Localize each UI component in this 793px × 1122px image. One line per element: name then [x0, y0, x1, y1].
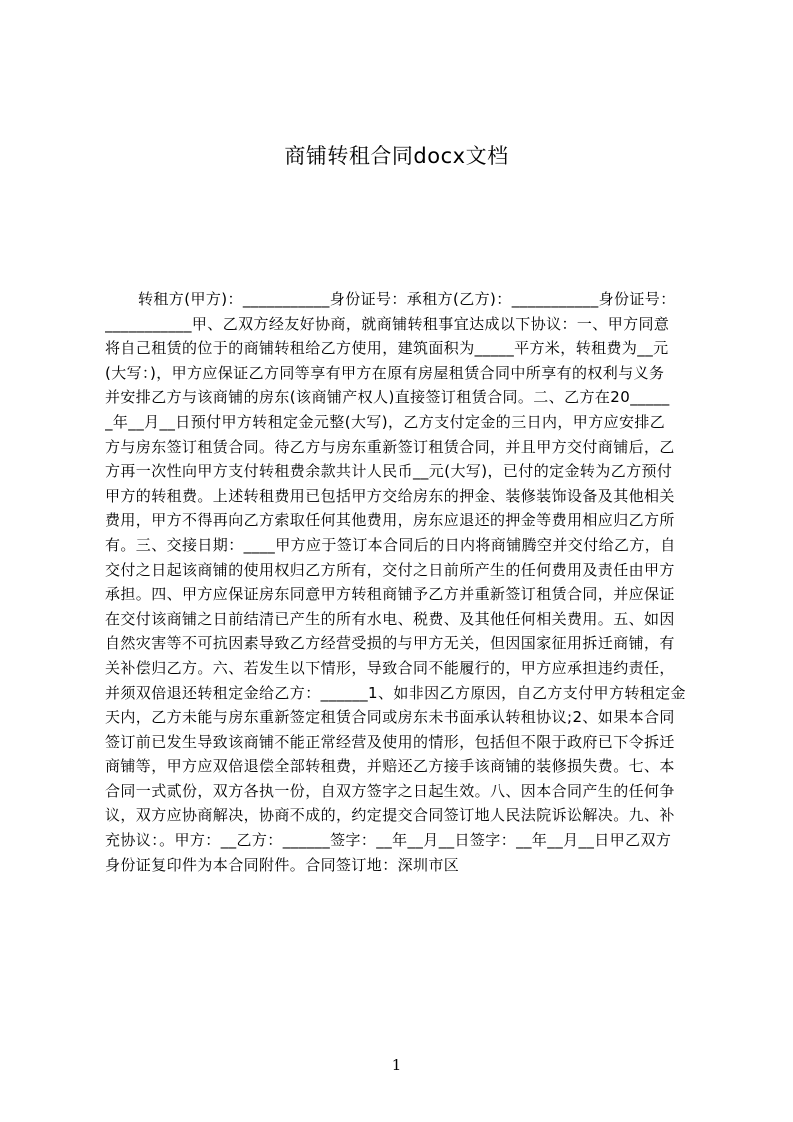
body-line: 交付之日起该商铺的使用权归乙方所有，交付之日前所产生的任何费用及责任由甲方 [105, 560, 675, 579]
body-line: 签订前已发生导致该商铺不能正常经营及使用的情形，包括但不限于政府已下令拆迁 [105, 732, 675, 751]
body-line: 将自己租赁的位于的商铺转租给乙方使用，建筑面积为_____平方米，转租费为__元 [105, 339, 669, 358]
document-title: 商铺转租合同docx文档 [284, 144, 509, 168]
body-line: 天内，乙方未能与房东重新签定租赁合同或房东未书面承认转租协议;2、如果本合同 [105, 708, 675, 727]
body-line: 充协议：。甲方：__乙方：______签字：__年__月__日签字：__年__月__日甲乙双方 [105, 831, 672, 850]
body-line: 商铺等，甲方应双倍退偿全部转租费，并赔还乙方接手该商铺的装修损失费。七、本 [105, 757, 675, 776]
body-line: 甲方的转租费。上述转租费用已包括甲方交给房东的押金、装修装饰设备及其他相关 [105, 486, 675, 505]
body-line: 方再一次性向甲方支付转租费余款共计人民币__元(大写)，已付的定金转为乙方预付 [105, 462, 673, 481]
body-line: 承担。四、甲方应保证房东同意甲方转租商铺予乙方并重新签订租赁合同，并应保证 [105, 585, 675, 604]
body-line: 方与房东签订租赁合同。待乙方与房东重新签订租赁合同，并且甲方交付商铺后，乙 [105, 437, 675, 456]
body-line: 合同一式贰份，双方各执一份，自双方签字之日起生效。八、因本合同产生的任何争 [105, 781, 675, 800]
body-line: 在交付该商铺之日前结清已产生的所有水电、税费、及其他任何相关费用。五、如因 [105, 609, 675, 628]
body-line: 转租方(甲方)：___________身份证号：承租方(乙方)：___________身份证号： [138, 290, 676, 308]
body-line: 并安排乙方与该商铺的房东(该商铺产权人)直接签订租赁合同。二、乙方在20_____ [105, 388, 670, 407]
contract-body [105, 287, 700, 937]
body-line: 身份证复印件为本合同附件。合同签订地：深圳市区 [105, 855, 460, 874]
body-line: _年__月__日预付甲方转租定金元整(大写)，乙方支付定金的三日内，甲方应安排乙 [105, 412, 666, 431]
body-line: 关补偿归乙方。六、若发生以下情形，导致合同不能履行的，甲方应承担违约责任， [105, 658, 675, 677]
body-line: 自然灾害等不可抗因素导致乙方经营受损的与甲方无关，但因国家征用拆迁商铺，有 [105, 634, 675, 653]
body-line: 并须双倍退还转租定金给乙方：______1、如非因乙方原因，自乙方支付甲方转租定金 [105, 683, 686, 702]
body-line: 费用，甲方不得再向乙方索取任何其他费用，房东应退还的押金等费用相应归乙方所 [105, 511, 675, 530]
body-line: (大写：)，甲方应保证乙方同等享有甲方在原有房屋租赁合同中所享有的权利与义务 [105, 363, 665, 382]
body-line: 议，双方应协商解决，协商不成的，约定提交合同签订地人民法院诉讼解决。九、补 [105, 806, 675, 825]
body-line: 有。三、交接日期：____甲方应于签订本合同后的日内将商铺腾空并交付给乙方，自 [105, 535, 676, 554]
page-number: 1 [391, 1056, 402, 1074]
body-line: ___________甲、乙双方经友好协商，就商铺转租事宜达成以下协议：一、甲方同意 [105, 314, 670, 333]
